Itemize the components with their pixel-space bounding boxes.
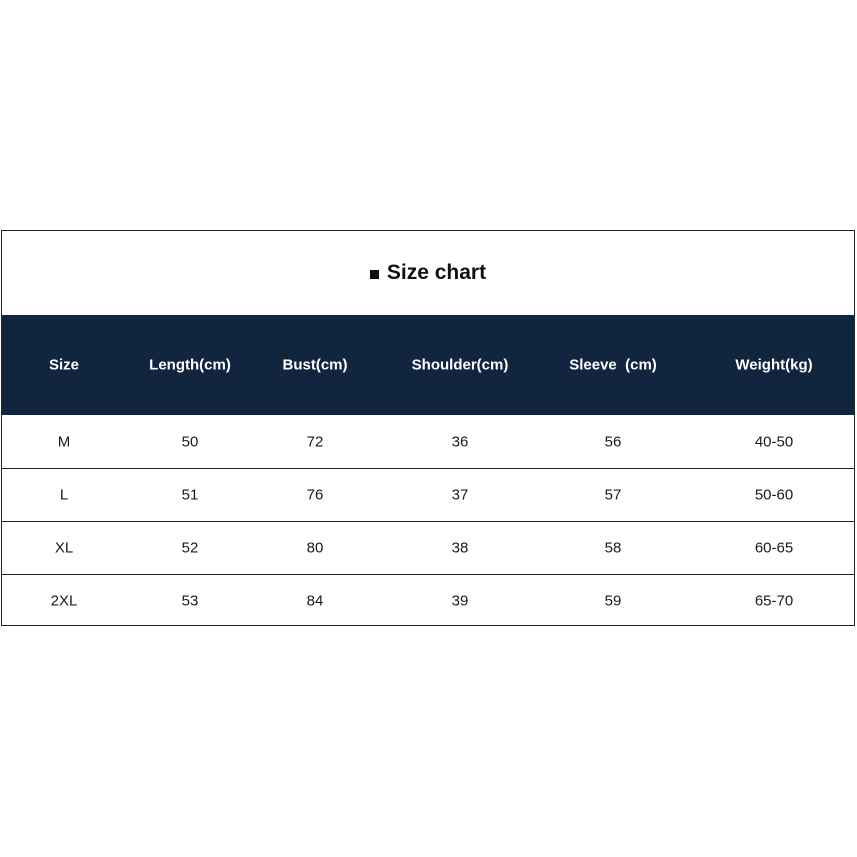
cell-weight: 65-70	[754, 592, 794, 610]
cell-size: 2XL	[50, 592, 78, 610]
cell-weight: 40-50	[754, 433, 794, 450]
cell-length: 53	[181, 592, 199, 610]
header-sleeve: Sleeve (cm)	[569, 356, 657, 374]
cell-bust: 80	[306, 539, 324, 557]
header-shoulder: Shoulder(cm)	[411, 356, 509, 374]
cell-sleeve: 58	[604, 539, 622, 557]
cell-weight: 50-60	[754, 486, 794, 504]
table-row	[2, 521, 854, 574]
header-size: Size	[48, 356, 80, 374]
cell-shoulder: 38	[451, 539, 469, 557]
cell-size: XL	[54, 539, 74, 557]
cell-length: 52	[181, 539, 199, 557]
table-row	[2, 574, 854, 627]
cell-sleeve: 57	[604, 486, 622, 504]
cell-size: M	[57, 433, 71, 450]
cell-size: L	[59, 486, 69, 504]
header-weight: Weight(kg)	[735, 356, 813, 374]
table-row	[2, 468, 854, 521]
header-length: Length(cm)	[149, 356, 231, 374]
cell-shoulder: 37	[451, 486, 469, 504]
size-chart	[1, 230, 855, 626]
cell-shoulder: 36	[451, 433, 469, 450]
header-bust: Bust(cm)	[282, 356, 348, 374]
chart-title: Size chart	[386, 261, 487, 284]
cell-bust: 76	[306, 486, 324, 504]
table-header-row	[2, 315, 854, 415]
chart-title-row	[2, 231, 854, 315]
cell-sleeve: 59	[604, 592, 622, 610]
cell-bust: 84	[306, 592, 324, 610]
cell-length: 50	[181, 433, 199, 450]
table-row	[2, 415, 854, 468]
square-bullet-icon	[370, 270, 379, 279]
cell-bust: 72	[306, 433, 324, 450]
cell-weight: 60-65	[754, 539, 794, 557]
cell-shoulder: 39	[451, 592, 469, 610]
cell-length: 51	[181, 486, 199, 504]
cell-sleeve: 56	[604, 433, 622, 450]
